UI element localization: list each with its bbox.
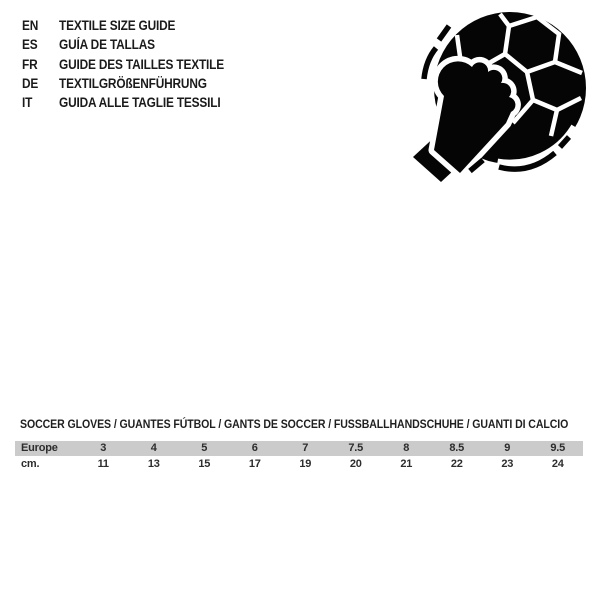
language-label: GUIDA ALLE TAGLIE TESSILI (59, 95, 221, 111)
size-cell: 9.5 (550, 442, 566, 455)
size-cell: 8 (403, 442, 410, 455)
language-code: EN (22, 18, 39, 33)
size-cell: 7.5 (348, 442, 364, 455)
cm-cell: 21 (400, 457, 413, 470)
size-cell: 4 (150, 442, 157, 455)
size-table (15, 441, 583, 472)
cm-cell: 15 (198, 457, 211, 470)
language-label: TEXTILE SIZE GUIDE (59, 18, 176, 33)
language-row-de (22, 74, 247, 93)
language-code: FR (22, 56, 38, 72)
language-label: TEXTILGRÖßENFÜHRUNG (59, 75, 207, 91)
language-list (22, 16, 247, 112)
size-cell: 5 (201, 442, 208, 455)
cm-cell: 22 (450, 457, 463, 470)
cm-cell: 13 (147, 457, 160, 470)
goalkeeper-glove-soccer-ball-icon (405, 10, 595, 200)
language-code: ES (22, 37, 38, 53)
language-row-es (22, 35, 247, 54)
language-row-it (22, 93, 247, 112)
cm-cell: 17 (248, 457, 261, 470)
language-label: GUIDE DES TAILLES TEXTILE (59, 56, 225, 72)
glove-ball-svg (405, 10, 595, 200)
cm-cell: 11 (97, 457, 109, 470)
cm-cell: 24 (551, 457, 564, 470)
language-row-en (22, 16, 247, 35)
cm-cell: 19 (299, 457, 312, 470)
size-table-title: SOCCER GLOVES / GUANTES FÚTBOL / GANTS DE SOCCER / FUSSBALLHANDSCHUHE / GUANTI DI CALCIO (20, 417, 569, 431)
cm-cell: 23 (501, 457, 514, 470)
size-cell: 9 (504, 442, 511, 455)
size-cell: 6 (251, 442, 258, 455)
cm-cell: 20 (349, 457, 362, 470)
size-cell: 3 (100, 442, 107, 455)
language-label: GUÍA DE TALLAS (59, 37, 155, 53)
language-code: IT (22, 95, 33, 111)
table-row-cm (15, 456, 583, 472)
size-cell: 8.5 (449, 442, 465, 455)
row-label: Europe (21, 442, 58, 455)
table-row-europe (15, 441, 583, 456)
size-cell: 7 (302, 442, 309, 455)
language-row-fr (22, 55, 247, 74)
language-code: DE (22, 75, 39, 91)
row-label: cm. (21, 457, 40, 470)
